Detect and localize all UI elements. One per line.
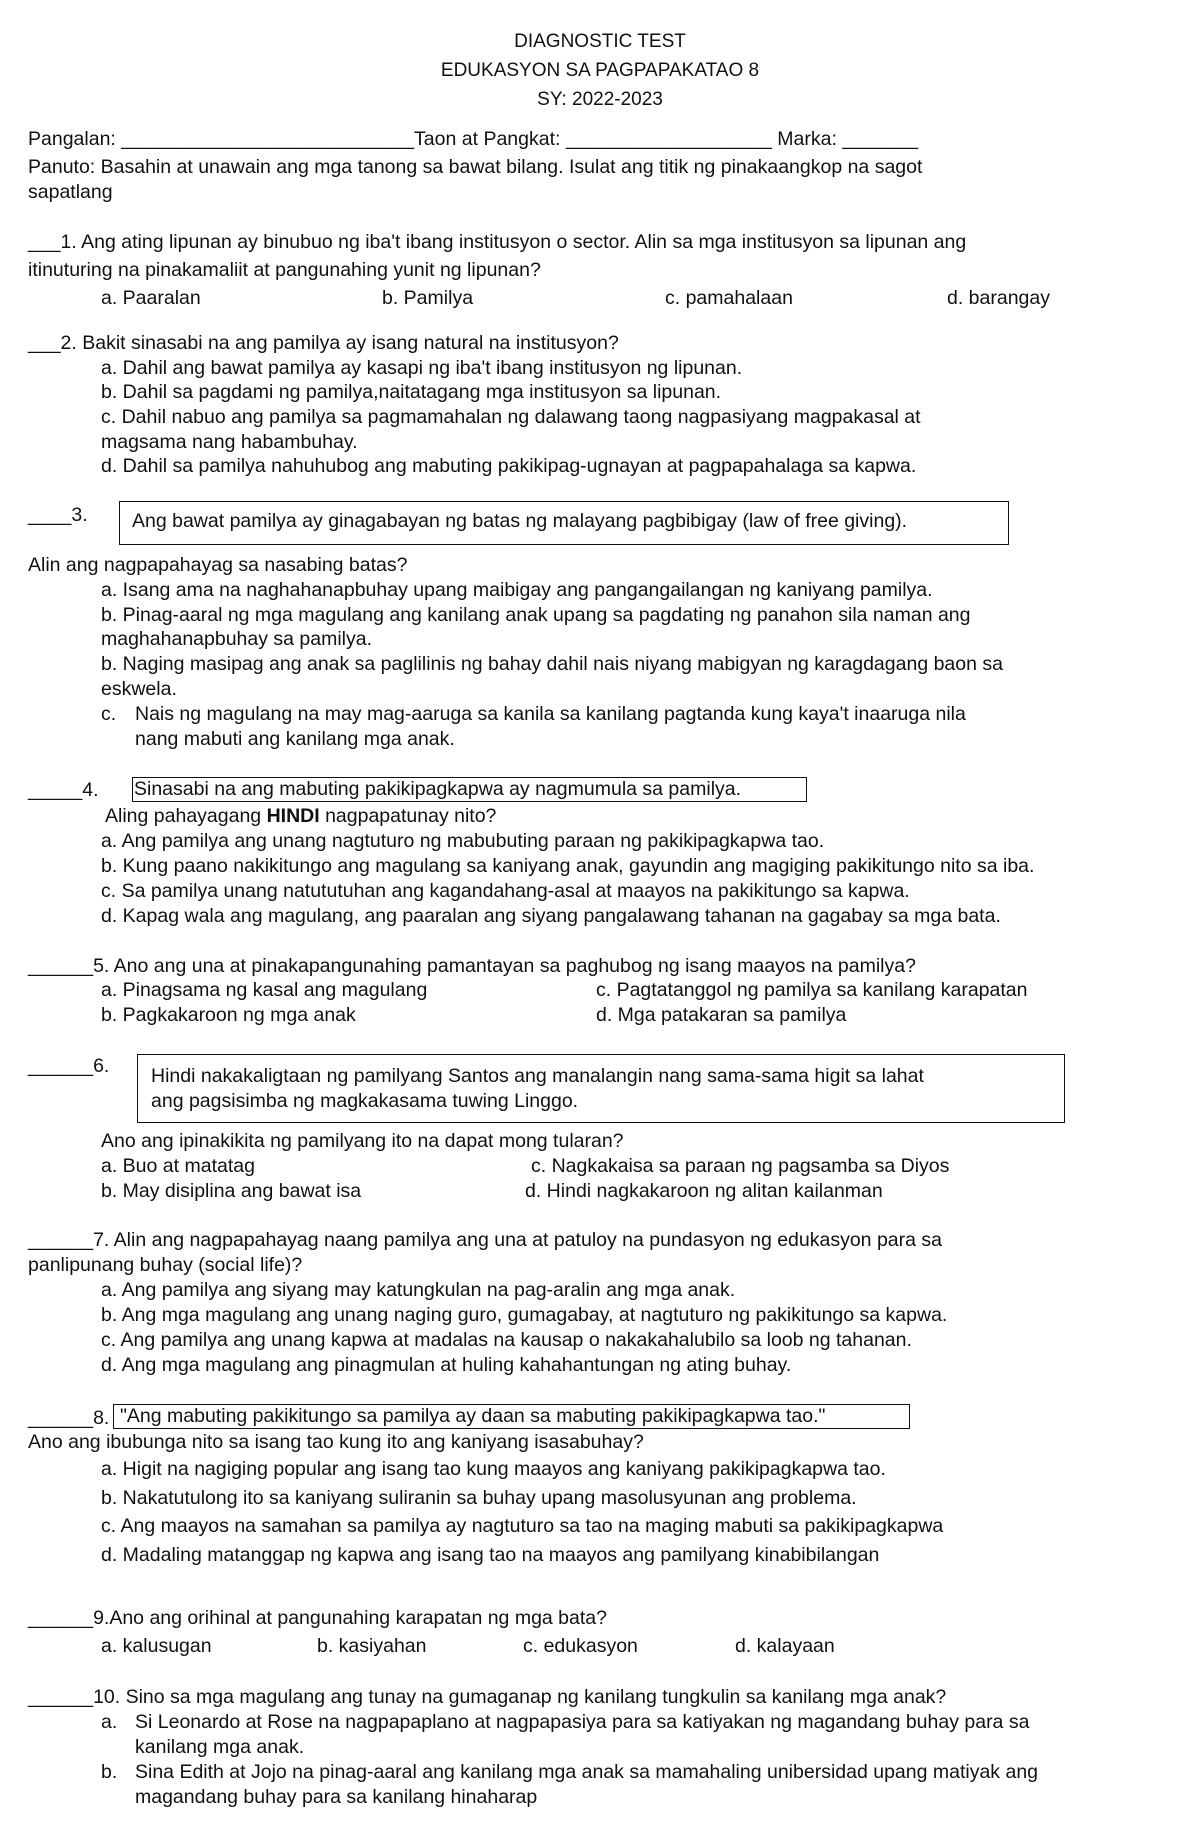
question-stem: ___2. Bakit sinasabi na ang pamilya ay isang natural na institusyon? [28,332,619,354]
question-number: ______6. [28,1055,110,1077]
choice-c-label: c. [101,703,117,725]
choice-b-label: b. [101,1761,118,1783]
question-stem: Aling pahayagang HINDI nagpapatunay nito? [105,805,497,827]
boxed-statement-continued: ang pagsisimba ng magkakasama tuwing Linggo. [151,1090,579,1112]
statement-box [113,1404,910,1429]
choice-b-continued: magandang buhay para sa kanilang hinaharap [135,1786,538,1808]
question-number: ______8. [28,1407,110,1429]
choice-a: a. Isang ama na naghahanapbuhay upang maibigay ang pangangailangan ng kaniyang pamilya. [101,579,933,601]
choice-a: a. Ang pamilya ang unang nagtuturo ng mabubuting paraan ng pakikipagkapwa tao. [101,830,825,852]
statement-box [132,777,807,802]
choice-a: a. kalusugan [101,1635,212,1657]
choice-d: d. Dahil sa pamilya nahuhubog ang mabuting pakikipag-ugnayan at pagpapahalaga sa kapwa. [101,455,917,477]
question-stem: ______10. Sino sa mga magulang ang tunay na gumaganap ng kanilang tungkulin sa kanilang mga anak? [28,1686,947,1708]
choice-d: d. Madaling matanggap ng kapwa ang isang tao na maayos ang pamilyang kinabibilangan [101,1544,880,1566]
choice-c: c. Pagtatanggol ng pamilya sa kanilang karapatan [596,979,1028,1001]
question-stem: Ano ang ipinakikita ng pamilyang ito na dapat mong tularan? [101,1130,624,1152]
choice-c: c. Ang maayos na samahan sa pamilya ay nagtuturo sa tao na maging mabuti sa pakikipagkapwa [101,1515,944,1537]
choice-d: d. Ang mga magulang ang pinagmulan at huling kahahantungan ng ating buhay. [101,1354,792,1376]
question-stem-continued: panlipunang buhay (social life)? [28,1254,303,1276]
choice-a: a. Higit na nagiging popular ang isang tao kung maayos ang kaniyang pakikipagkapwa tao. [101,1458,886,1480]
question-stem: ______5. Ano ang una at pinakapangunahing pamantayan sa paghubog ng isang maayos na pamilya? [28,955,916,977]
question-stem: ___1. Ang ating lipunan ay binubuo ng iba't ibang institusyon o sector. Alin sa mga institusyon sa lipunan ang [28,231,967,253]
choice-a: a. Buo at matatag [101,1155,255,1177]
choice-a: a. Dahil ang bawat pamilya ay kasapi ng iba't ibang institusyon ng lipunan. [101,357,743,379]
boxed-statement: Hindi nakakaligtaan ng pamilyang Santos ang manalangin nang sama-sama higit sa lahat [151,1065,924,1087]
choice-d: d. Kapag wala ang magulang, ang paaralan ang siyang pangalawang tahanan na gagabay sa mga bata. [101,905,1001,927]
choice-c: c. pamahalaan [665,287,793,309]
choice-c: c. Dahil nabuo ang pamilya sa pagmamahalan ng dalawang taong nagpasiyang magpakasal at [101,406,921,428]
choice-d: d. Hindi nagkakaroon ng alitan kailanman [525,1180,883,1202]
choice-c: Nais ng magulang na may mag-aaruga sa kanila sa kanilang pagtanda kung kaya't inaaruga nila [135,703,966,725]
school-year-line: SY: 2022-2023 [537,89,663,110]
question-stem: Ano ang ibubunga nito sa isang tao kung ito ang kaniyang isasabuhay? [28,1431,644,1453]
statement-box [119,501,1009,545]
title-line: DIAGNOSTIC TEST [514,31,686,52]
choice-a: a. Pinagsama ng kasal ang magulang [101,979,428,1001]
subject-line: EDUKASYON SA PAGPAPAKATAO 8 [440,60,760,81]
instructions-line: sapatlang [28,181,113,203]
question-stem: ______9.Ano ang orihinal at pangunahing karapatan ng mga bata? [28,1607,607,1629]
choice-b: b. May disiplina ang bawat isa [101,1180,362,1202]
student-info-line: Pangalan: ___________________________Taon at Pangkat: ___________________ Marka: _______ [28,128,919,150]
choice-b: b. Pamilya [382,287,474,309]
choice-b: b. Dahil sa pagdami ng pamilya,naitatagang mga institusyon sa lipunan. [101,381,722,403]
boxed-statement: Ang bawat pamilya ay ginagabayan ng batas ng malayang pagbibigay (law of free giving). [132,510,908,532]
choice-b: b. Kung paano nakikitungo ang magulang sa kaniyang anak, gayundin ang magiging pakikitungo nito sa iba. [101,855,1035,877]
choice-b: b. Nakatutulong ito sa kaniyang suliranin sa buhay upang masolusyunan ang problema. [101,1487,857,1509]
choice-a: a. Ang pamilya ang siyang may katungkulan na pag-aralin ang mga anak. [101,1279,736,1301]
choice-a-label: a. [101,1711,118,1733]
choice-d: d. Mga patakaran sa pamilya [596,1004,847,1026]
choice-d: d. barangay [947,287,1050,309]
choice-c: c. edukasyon [523,1635,638,1657]
choice-b: b. kasiyahan [317,1635,427,1657]
choice-a: Si Leonardo at Rose na nagpapaplano at nagpapasiya para sa katiyakan ng magandang buhay para sa [135,1711,1030,1733]
choice-b: b. Ang mga magulang ang unang naging guro, gumagabay, at nagtuturo ng pakikitungo sa kapwa. [101,1304,948,1326]
question-number: _____4. [28,779,99,801]
emphasis-hindi: HINDI [266,805,320,827]
choice-b: Sina Edith at Jojo na pinag-aaral ang kanilang mga anak sa mamahaling unibersidad upang matiyak ang [135,1761,1039,1783]
question-number: ____3. [28,504,88,526]
instructions-line: Panuto: Basahin at unawain ang mga tanong sa bawat bilang. Isulat ang titik ng pinakaangkop na sagot [28,156,923,178]
choice-b: b. Pinag-aaral ng mga magulang ang kanilang anak upang sa pagdating ng panahon sila naman ang [101,604,971,626]
choice-c: c. Sa pamilya unang natututuhan ang kagandahang-asal at maayos na pakikitungo sa kapwa. [101,880,910,902]
choice-b2: b. Naging masipag ang anak sa paglilinis ng bahay dahil nais niyang mabigyan ng karagdagang baon sa [101,653,1003,675]
choice-a-continued: kanilang mga anak. [135,1736,305,1758]
choice-a: a. Paaralan [101,287,201,309]
choice-c-continued: magsama nang habambuhay. [101,431,358,453]
choice-c: c. Nagkakaisa sa paraan ng pagsamba sa Diyos [531,1155,950,1177]
choice-c-continued: nang mabuti ang kanilang mga anak. [135,728,455,750]
statement-box [137,1054,1065,1123]
choice-c: c. Ang pamilya ang unang kapwa at madalas na kausap o nakakahalubilo sa loob ng tahanan. [101,1329,912,1351]
choice-b2-continued: eskwela. [101,678,177,700]
question-stem: Alin ang nagpapahayag sa nasabing batas? [28,554,408,576]
question-stem: itinuturing na pinakamaliit at pangunahing yunit ng lipunan? [28,259,541,281]
boxed-statement: "Ang mabuting pakikitungo sa pamilya ay daan sa mabuting pakikipagkapwa tao." [120,1405,826,1427]
choice-d: d. kalayaan [735,1635,835,1657]
boxed-statement: Sinasabi na ang mabuting pakikipagkapwa ay nagmumula sa pamilya. [134,778,742,800]
choice-b: b. Pagkakaroon ng mga anak [101,1004,356,1026]
choice-b-continued: maghahanapbuhay sa pamilya. [101,628,373,650]
question-stem: ______7. Alin ang nagpapahayag naang pamilya ang una at patuloy na pundasyon ng edukasyon para sa [28,1229,942,1251]
